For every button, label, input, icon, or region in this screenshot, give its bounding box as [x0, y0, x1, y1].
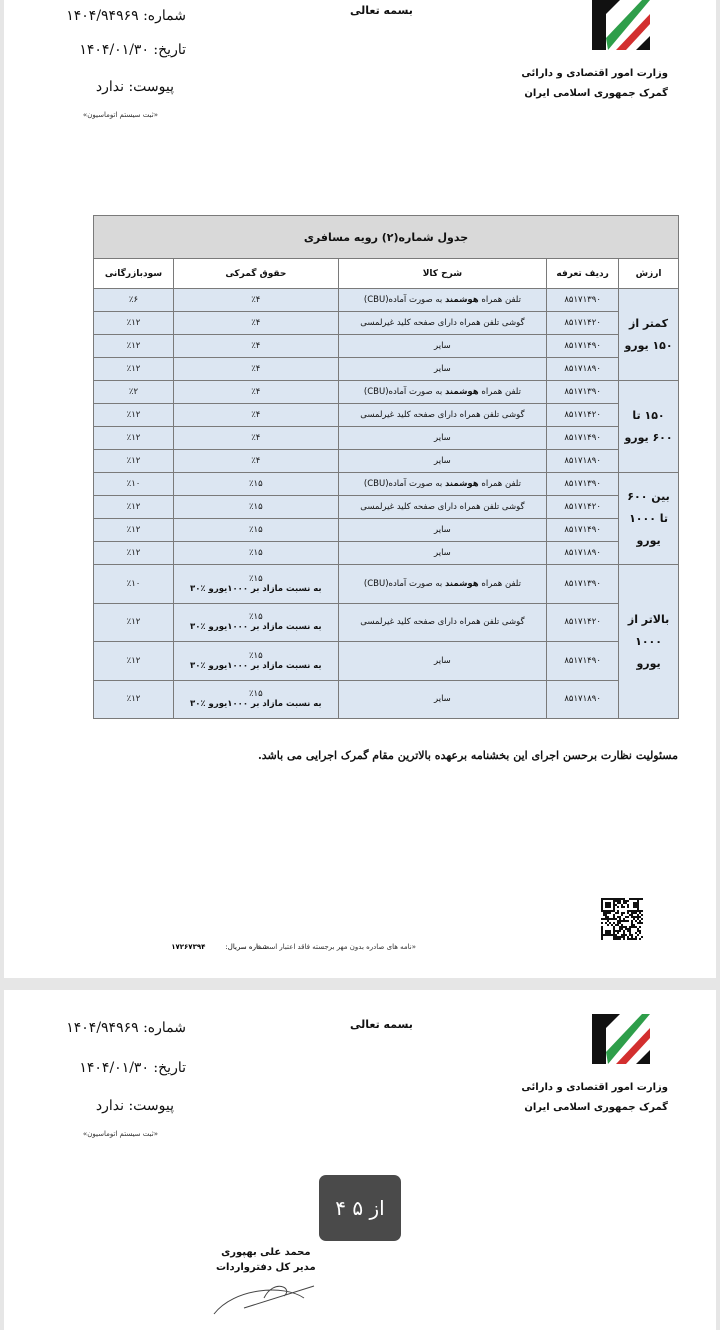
commercial-profit: ٪۱۲	[94, 427, 174, 450]
commercial-profit: ٪۱۲	[94, 519, 174, 542]
goods-description	[338, 473, 547, 496]
customs-duty	[173, 358, 338, 381]
description-text: سایر	[434, 433, 451, 443]
goods-description	[338, 680, 547, 719]
commercial-profit: ٪۱۲	[94, 680, 174, 719]
duty-rate: ٪۴	[251, 433, 261, 443]
qr-code[interactable]	[601, 898, 643, 940]
table-row	[94, 289, 679, 312]
duty-note: به نسبت مازاد بر ۱۰۰۰یورو ٪۳۰	[190, 660, 322, 671]
commercial-profit: ٪۱۲	[94, 335, 174, 358]
signature-image	[204, 1278, 324, 1318]
column-header: شرح کالا	[338, 259, 547, 289]
table-title: جدول شماره(۲) رویه مسافری	[94, 216, 679, 259]
description-text: گوشی تلفن همراه دارای صفحه کلید غیرلمسی	[360, 318, 525, 328]
customs-duty	[173, 450, 338, 473]
description-text: سایر	[434, 655, 451, 666]
table-row	[94, 496, 679, 519]
goods-description	[338, 381, 547, 404]
description-text: گوشی تلفن همراه دارای صفحه کلید غیرلمسی	[360, 502, 525, 512]
tariff-code: ۸۵۱۷۱۸۹۰	[547, 680, 619, 719]
duty-rate: ٪۴	[251, 295, 261, 305]
duty-rate: ٪۴	[251, 456, 261, 466]
table-row	[94, 680, 679, 719]
description-text: به صورت آماده(CBU)	[363, 479, 443, 489]
customs-duty	[173, 427, 338, 450]
customs-duty	[173, 404, 338, 427]
table-row	[94, 542, 679, 565]
table-row	[94, 565, 679, 604]
tariff-code: ۸۵۱۷۱۳۹۰	[547, 473, 619, 496]
description-text: به صورت آماده(CBU)	[363, 578, 443, 589]
goods-description	[338, 312, 547, 335]
value-range-cell: ۱۵۰ تا ۶۰۰ یورو	[619, 381, 679, 473]
commercial-profit: ٪۱۲	[94, 404, 174, 427]
table-row	[94, 427, 679, 450]
org-name: وزارت امور اقتصادی و دارائی گمرک جمهوری اسلامی ایران	[521, 1082, 668, 1113]
tariff-code: ۸۵۱۷۱۴۲۰	[547, 404, 619, 427]
letter-attachment: پیوست: ندارد	[95, 1098, 174, 1114]
duty-rate: ٪۱۵	[248, 548, 263, 558]
value-range-cell: بین ۶۰۰ تا ۱۰۰۰ یورو	[619, 473, 679, 565]
customs-duty	[173, 603, 338, 642]
org-name: وزارت امور اقتصادی و دارائی گمرک جمهوری اسلامی ایران	[521, 68, 668, 99]
duty-rate: ٪۱۵	[248, 502, 263, 512]
customs-duty	[173, 565, 338, 604]
commercial-profit: ٪۱۰	[94, 565, 174, 604]
value-range-cell: بالاتر از ۱۰۰۰ یورو	[619, 565, 679, 719]
duty-rate: ٪۱۵	[248, 525, 263, 535]
customs-duty	[173, 289, 338, 312]
customs-duty	[173, 473, 338, 496]
description-text: به صورت آماده(CBU)	[363, 387, 443, 397]
goods-description	[338, 335, 547, 358]
description-text: تلفن همراه	[481, 578, 521, 589]
description-text: هوشمند	[445, 387, 479, 397]
goods-description	[338, 450, 547, 473]
letter-number: شماره: ۱۴۰۴/۹۴۹۶۹	[66, 8, 186, 24]
customs-duty	[173, 496, 338, 519]
column-header: ردیف تعرفه	[547, 259, 619, 289]
table-row	[94, 404, 679, 427]
table-row	[94, 603, 679, 642]
commercial-profit: ٪۱۲	[94, 642, 174, 681]
goods-description	[338, 427, 547, 450]
tariff-code: ۸۵۱۷۱۴۹۰	[547, 427, 619, 450]
customs-duty	[173, 381, 338, 404]
description-text: هوشمند	[445, 479, 479, 489]
goods-description	[338, 542, 547, 565]
goods-description	[338, 358, 547, 381]
letter-number: شماره: ۱۴۰۴/۹۴۹۶۹	[66, 1020, 186, 1036]
duty-rate: ٪۱۵	[248, 689, 263, 700]
table-row	[94, 642, 679, 681]
responsibility-note: مسئولیت نظارت برحسن اجرای این بخشنامه برعهده بالاترین مقام گمرک اجرایی می باشد.	[257, 749, 678, 762]
duty-rate: ٪۴	[251, 318, 261, 328]
description-text: تلفن همراه	[481, 387, 521, 397]
tariff-code: ۸۵۱۷۱۸۹۰	[547, 450, 619, 473]
tariff-table	[93, 215, 679, 719]
goods-description	[338, 496, 547, 519]
table-row	[94, 312, 679, 335]
table-row	[94, 519, 679, 542]
description-text: تلفن همراه	[481, 479, 521, 489]
description-text: سایر	[434, 548, 451, 558]
duty-note: به نسبت مازاد بر ۱۰۰۰یورو ٪۳۰	[190, 583, 322, 594]
commercial-profit: ٪۱۲	[94, 358, 174, 381]
customs-duty	[173, 680, 338, 719]
commercial-profit: ٪۶	[94, 289, 174, 312]
duty-rate: ٪۴	[251, 387, 261, 397]
table-row	[94, 358, 679, 381]
commercial-profit: ٪۱۲	[94, 312, 174, 335]
description-text: گوشی تلفن همراه دارای صفحه کلید غیرلمسی	[360, 617, 525, 628]
bismillah: بسمه تعالی	[350, 1018, 413, 1031]
duty-rate: ٪۱۵	[248, 612, 263, 623]
value-range-cell: کمتر از ۱۵۰ یورو	[619, 289, 679, 381]
column-header: سودبازرگانی	[94, 259, 174, 289]
customs-duty	[173, 335, 338, 358]
goods-description	[338, 404, 547, 427]
system-note: «ثبت سیستم اتوماسیون»	[82, 111, 158, 119]
bismillah: بسمه تعالی	[350, 4, 413, 17]
table-row	[94, 473, 679, 496]
tariff-code: ۸۵۱۷۱۳۹۰	[547, 289, 619, 312]
letter-attachment: پیوست: ندارد	[95, 79, 174, 95]
stamp-note: «نامه های صادره بدون مهر برجسته فاقد اعتبار است.»	[256, 943, 416, 951]
system-note: «ثبت سیستم اتوماسیون»	[82, 1130, 158, 1138]
customs-logo	[586, 0, 656, 60]
commercial-profit: ٪۱۲	[94, 496, 174, 519]
description-text: تلفن همراه	[481, 295, 521, 305]
description-text: سایر	[434, 525, 451, 535]
customs-duty	[173, 312, 338, 335]
description-text: سایر	[434, 694, 451, 705]
document-page-5	[4, 990, 716, 1330]
duty-rate: ٪۱۵	[248, 650, 263, 661]
letter-date: تاریخ: ۱۴۰۴/۰۱/۳۰	[79, 1060, 186, 1076]
duty-rate: ٪۴	[251, 341, 261, 351]
table-row	[94, 450, 679, 473]
commercial-profit: ٪۱۲	[94, 542, 174, 565]
tariff-code: ۸۵۱۷۱۴۲۰	[547, 603, 619, 642]
description-text: به صورت آماده(CBU)	[363, 295, 443, 305]
duty-rate: ٪۱۵	[248, 573, 263, 584]
tariff-code: ۸۵۱۷۱۸۹۰	[547, 358, 619, 381]
column-header: ارزش	[619, 259, 679, 289]
commercial-profit: ٪۱۲	[94, 450, 174, 473]
page-indicator: ۴ از ۵	[319, 1175, 401, 1241]
duty-rate: ٪۴	[251, 410, 261, 420]
commercial-profit: ٪۱۲	[94, 603, 174, 642]
table-row	[94, 381, 679, 404]
description-text: سایر	[434, 456, 451, 466]
description-text: هوشمند	[445, 578, 479, 589]
goods-description	[338, 565, 547, 604]
description-text: گوشی تلفن همراه دارای صفحه کلید غیرلمسی	[360, 410, 525, 420]
signatory: محمد علی بهپوری مدیر کل دفترواردات	[216, 1247, 316, 1273]
goods-description	[338, 289, 547, 312]
tariff-code: ۸۵۱۷۱۴۹۰	[547, 335, 619, 358]
tariff-code: ۸۵۱۷۱۳۹۰	[547, 565, 619, 604]
tariff-code: ۸۵۱۷۱۴۲۰	[547, 312, 619, 335]
serial-number: شماره سریال: ۱۷۲۶۷۳۹۴	[171, 943, 268, 951]
goods-description	[338, 603, 547, 642]
customs-logo	[586, 1014, 656, 1074]
description-text: سایر	[434, 364, 451, 374]
customs-duty	[173, 542, 338, 565]
tariff-code: ۸۵۱۷۱۳۹۰	[547, 381, 619, 404]
goods-description	[338, 642, 547, 681]
duty-rate: ٪۴	[251, 364, 261, 374]
duty-note: به نسبت مازاد بر ۱۰۰۰یورو ٪۳۰	[190, 699, 322, 710]
tariff-code: ۸۵۱۷۱۴۲۰	[547, 496, 619, 519]
commercial-profit: ٪۱۰	[94, 473, 174, 496]
letter-date: تاریخ: ۱۴۰۴/۰۱/۳۰	[79, 42, 186, 58]
customs-duty	[173, 642, 338, 681]
table-row	[94, 335, 679, 358]
column-header: حقوق گمرکی	[173, 259, 338, 289]
customs-duty	[173, 519, 338, 542]
duty-note: به نسبت مازاد بر ۱۰۰۰یورو ٪۳۰	[190, 622, 322, 633]
description-text: سایر	[434, 341, 451, 351]
tariff-code: ۸۵۱۷۱۴۹۰	[547, 642, 619, 681]
tariff-code: ۸۵۱۷۱۸۹۰	[547, 542, 619, 565]
description-text: هوشمند	[445, 295, 479, 305]
document-page-4	[4, 0, 716, 978]
tariff-code: ۸۵۱۷۱۴۹۰	[547, 519, 619, 542]
goods-description	[338, 519, 547, 542]
commercial-profit: ٪۲	[94, 381, 174, 404]
duty-rate: ٪۱۵	[248, 479, 263, 489]
